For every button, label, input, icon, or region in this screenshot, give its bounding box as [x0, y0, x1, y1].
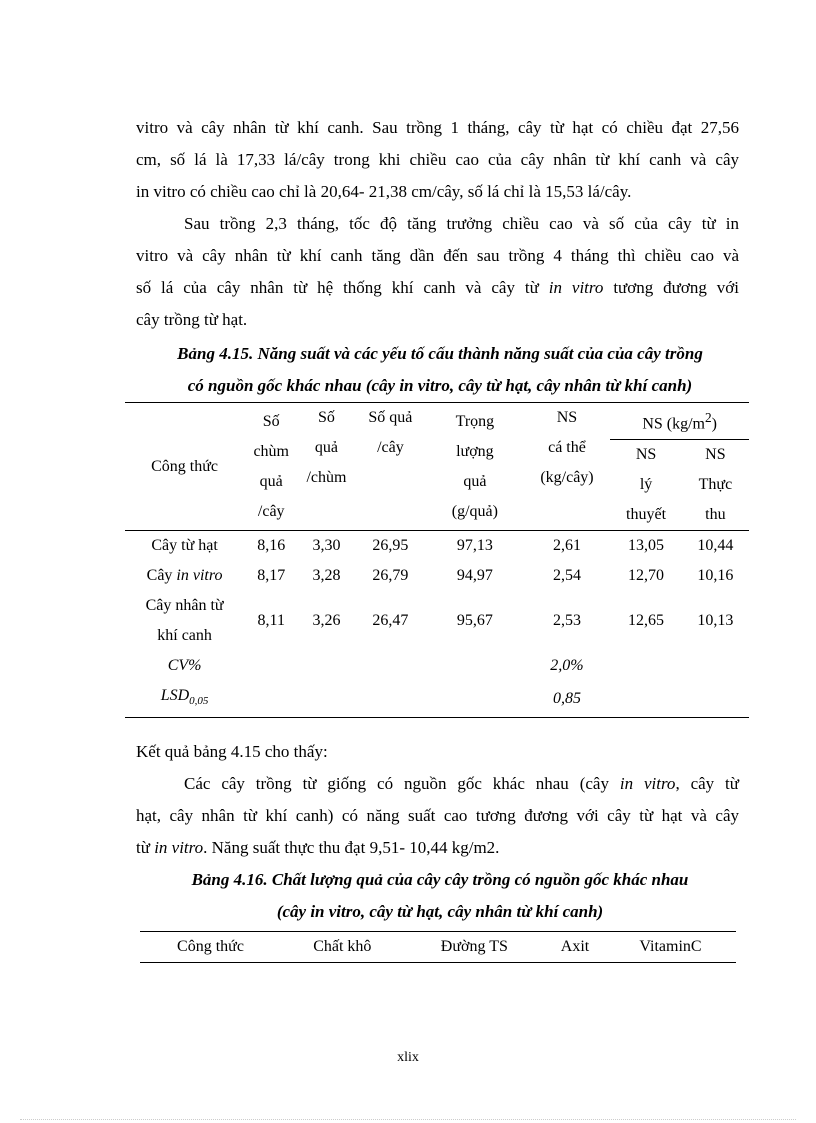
table-cell: 12,70 [628, 567, 665, 585]
italic-term: in vitro [619, 774, 676, 793]
header-line: Số quả [368, 409, 413, 426]
text-line [136, 272, 739, 304]
lsd-value: 0,85 [552, 689, 581, 707]
table-cell: 2,61 [552, 537, 581, 555]
text-line: vitro và cây nhân từ khí canh tăng dần đến sau trồng 4 tháng thì chiều cao và [136, 246, 739, 265]
text-line [136, 768, 739, 800]
header-ns-ly-thuyet [610, 440, 682, 531]
text-line: Sau trồng 2,3 tháng, tốc độ tăng trưởng chiều cao và số của cây từ in [184, 214, 739, 233]
page-number: xlix [397, 1050, 419, 1065]
text-line: hạt, cây nhân từ khí canh) có năng suất cao tương đương với cây từ hạt và cây [136, 806, 739, 825]
text-run: Các cây trồng từ giống có nguồn gốc khác nhau (cây [184, 774, 620, 793]
italic-term: in vitro [548, 278, 604, 297]
header-line: (kg/cây) [540, 469, 594, 486]
header-line: Số [318, 409, 335, 426]
row-label [125, 591, 244, 651]
table-cell: 26,47 [372, 612, 409, 630]
caption-line: (cây in vitro, cây từ hạt, cây nhân từ khí canh) [276, 902, 604, 921]
cv-label: CV% [167, 657, 202, 675]
header-line: NS [556, 409, 578, 426]
table-cell: 10,44 [697, 537, 734, 555]
header-cell: Đường TS [404, 932, 545, 963]
text-line: cây trồng từ hạt. [136, 310, 248, 329]
header-ns-thuc-thu [682, 440, 749, 531]
header-cell: VitaminC [605, 932, 736, 963]
table-cell: 26,95 [372, 537, 409, 555]
header-so-qua-cay [355, 403, 427, 531]
paragraph-growth-2-3-months [136, 208, 739, 336]
italic-term: in vitro [176, 567, 223, 585]
row-label: Cây từ hạt [151, 537, 218, 555]
caption-line: Bảng 4.15. Năng suất và các yếu tố cấu thành năng suất của của cây trồng [177, 344, 703, 363]
table-cell: 3,30 [312, 537, 341, 555]
header-line: lý [639, 476, 653, 494]
header-line: /cây [257, 502, 285, 520]
header-line: Trọng [455, 412, 495, 430]
header-cong-thuc: Công thức [125, 403, 244, 531]
table-cell: 95,67 [456, 612, 493, 630]
row-label [125, 561, 244, 591]
label-line: Cây nhân từ [145, 597, 224, 615]
header-line: lượng [456, 442, 494, 460]
table-4-15-caption [100, 338, 780, 402]
text-run: số lá của cây nhân từ hệ thống khí canh và cây từ [136, 278, 549, 297]
table-cell: 10,13 [697, 612, 734, 630]
superscript: 2 [704, 410, 712, 425]
header-line: thu [705, 506, 726, 524]
table-cell: 13,05 [628, 537, 665, 555]
text-line: Kết quả bảng 4.15 cho thấy: [136, 742, 328, 761]
lsd-label [125, 681, 244, 717]
table-cell: 97,13 [456, 537, 493, 555]
header-line: /chùm [306, 469, 347, 486]
label-text: Cây [146, 567, 177, 585]
header-line: Thực [698, 476, 733, 494]
caption-line: có nguồn gốc khác nhau (cây in vitro, cây từ hạt, cây nhân từ khí canh) [187, 376, 693, 395]
text-run: . Năng suất thực thu đạt 9,51- 10,44 kg/m2. [203, 838, 500, 857]
header-ns-ca-the [524, 403, 611, 531]
table-cell: 2,54 [552, 567, 581, 585]
italic-term: in vitro [154, 838, 204, 857]
lsd-row [125, 681, 749, 717]
header-line: NS [635, 446, 657, 464]
lsd-text: LSD [160, 687, 190, 705]
table-cell: 3,28 [312, 567, 341, 585]
header-line: quả [463, 472, 487, 490]
text-line [136, 832, 739, 864]
paragraph-growth-1-month [136, 112, 739, 208]
header-row [125, 403, 749, 440]
header-cell: Công thức [140, 932, 281, 963]
table-4-16-caption [100, 864, 780, 928]
cv-value: 2,0% [550, 657, 584, 675]
label-line: khí canh [157, 627, 212, 645]
header-line: thuyết [626, 506, 667, 524]
lsd-subscript: 0,05 [189, 695, 209, 708]
table-cell: 8,17 [257, 567, 286, 585]
table-cell: 2,53 [552, 612, 581, 630]
header-so-qua-chum [298, 403, 354, 531]
table-cell: 10,16 [697, 567, 734, 585]
header-line: Số [262, 412, 280, 430]
table-cell: 12,65 [628, 612, 665, 630]
paragraph-result-intro [136, 736, 739, 768]
table-cell: 26,79 [372, 567, 409, 585]
header-cell: Chất khô [281, 932, 404, 963]
header-so-chum-qua [244, 403, 298, 531]
caption-line: Bảng 4.16. Chất lượng quả của cây cây trồng có nguồn gốc khác nhau [191, 870, 689, 889]
header-line: chùm [253, 442, 289, 460]
header-line: /cây [377, 439, 404, 456]
text-run: , cây từ [675, 774, 739, 793]
header-ns-kg-m2 [610, 403, 749, 440]
header-line: NS [705, 446, 726, 464]
table-cell: 94,97 [456, 567, 493, 585]
cv-row [125, 651, 749, 681]
header-text: NS (kg/m [642, 415, 705, 433]
table-cell: 8,16 [257, 537, 286, 555]
text-line: in vitro có chiều cao chỉ là 20,64- 21,38 cm/cây, số lá chỉ là 15,53 lá/cây. [136, 182, 632, 201]
text-line: cm, số lá là 17,33 lá/cây trong khi chiều cao của cây nhân từ khí canh và cây [136, 150, 739, 169]
table-cell: 8,11 [257, 612, 285, 630]
text-run: tương đương với [603, 278, 740, 297]
text-run: từ [136, 838, 155, 857]
table-row [125, 531, 749, 562]
header-line: quả [259, 472, 283, 490]
header-line: quả [314, 439, 339, 456]
header-text: ) [711, 415, 717, 433]
table-4-16 [140, 931, 736, 963]
table-4-15 [125, 402, 749, 718]
page-bottom-divider [20, 1119, 796, 1120]
table-row [125, 561, 749, 591]
header-line: (g/quả) [451, 502, 498, 520]
header-line: cá thể [548, 439, 586, 456]
text-line: vitro và cây nhân từ khí canh. Sau trồng 1 tháng, cây từ hạt có chiều đạt 27,56 [136, 118, 739, 137]
paragraph-result [136, 768, 739, 864]
header-row [140, 932, 736, 963]
header-cell: Axit [545, 932, 605, 963]
table-cell: 3,26 [312, 612, 341, 630]
header-trong-luong-qua [426, 403, 524, 531]
table-row [125, 591, 749, 651]
